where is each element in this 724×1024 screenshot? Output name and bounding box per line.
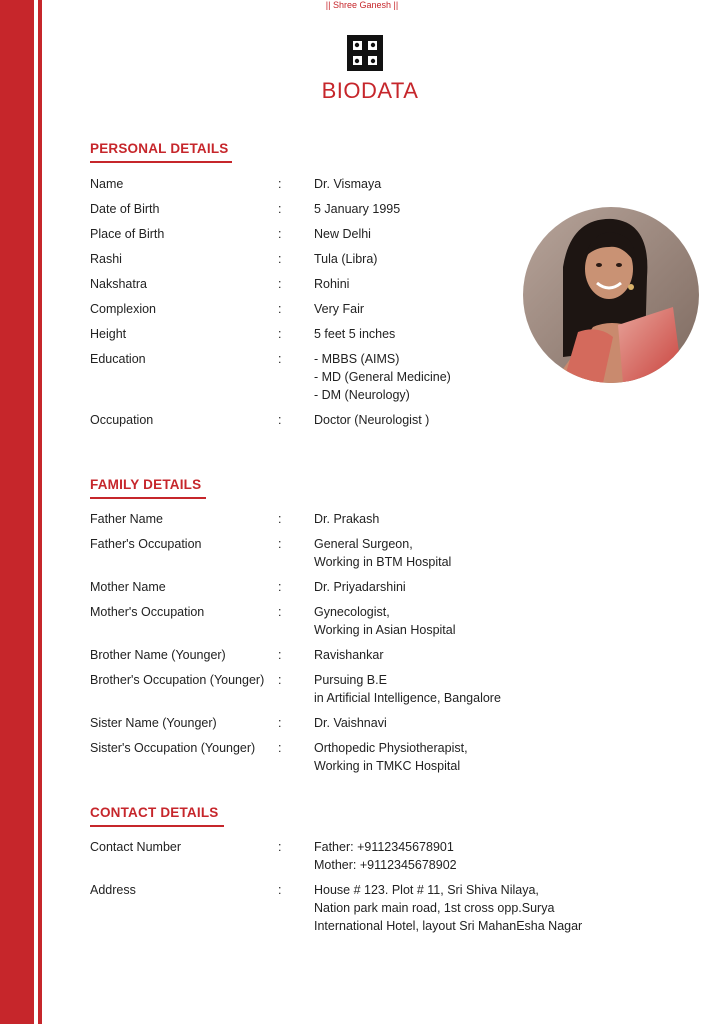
section-heading: CONTACT DETAILS — [90, 805, 219, 820]
detail-value: Dr. Vismaya — [314, 177, 382, 191]
section-underline — [90, 825, 224, 827]
detail-value: Mother: +9112345678902 — [314, 858, 457, 872]
left-decorative-bar — [0, 0, 34, 1024]
section-underline — [90, 497, 206, 499]
detail-value: Doctor (Neurologist ) — [314, 413, 430, 427]
section-heading: FAMILY DETAILS — [90, 477, 202, 492]
detail-value: Rohini — [314, 277, 350, 291]
detail-label: Nakshatra — [90, 277, 147, 291]
section-underline — [90, 161, 232, 163]
separator-colon: : — [278, 413, 282, 427]
separator-colon: : — [278, 352, 282, 366]
detail-value: Father: +9112345678901 — [314, 840, 454, 854]
detail-value: Ravishankar — [314, 648, 384, 662]
detail-value: 5 January 1995 — [314, 202, 401, 216]
separator-colon: : — [278, 840, 282, 854]
detail-label: Date of Birth — [90, 202, 160, 216]
detail-value: New Delhi — [314, 227, 371, 241]
separator-colon: : — [278, 883, 282, 897]
detail-value: Tula (Libra) — [314, 252, 378, 266]
detail-value: Dr. Vaishnavi — [314, 716, 387, 730]
separator-colon: : — [278, 648, 282, 662]
detail-label: Height — [90, 327, 127, 341]
detail-label: Address — [90, 883, 136, 897]
separator-colon: : — [278, 673, 282, 687]
detail-value: Dr. Priyadarshini — [314, 580, 406, 594]
detail-label: Mother Name — [90, 580, 166, 594]
detail-label: Education — [90, 352, 146, 366]
detail-value: Nation park main road, 1st cross opp.Surya — [314, 901, 555, 915]
detail-label: Contact Number — [90, 840, 182, 854]
detail-label: Occupation — [90, 413, 154, 427]
detail-value: - MBBS (AIMS) — [314, 352, 400, 366]
separator-colon: : — [278, 716, 282, 730]
separator-colon: : — [278, 277, 282, 291]
document-title: BIODATA — [321, 78, 419, 103]
separator-colon: : — [278, 537, 282, 551]
detail-label: Complexion — [90, 302, 157, 316]
detail-value: Pursuing B.E — [314, 673, 387, 687]
separator-colon: : — [278, 227, 282, 241]
detail-value: Working in Asian Hospital — [314, 623, 456, 637]
detail-label: Father Name — [90, 512, 163, 526]
detail-label: Brother Name (Younger) — [90, 648, 226, 662]
detail-value: Working in BTM Hospital — [314, 555, 452, 569]
swastika-icon — [345, 33, 385, 73]
detail-value: - MD (General Medicine) — [314, 370, 451, 384]
separator-colon: : — [278, 580, 282, 594]
detail-value: House # 123. Plot # 11, Sri Shiva Nilaya, — [314, 883, 539, 897]
detail-label: Name — [90, 177, 124, 191]
detail-value: 5 feet 5 inches — [314, 327, 396, 341]
detail-value: Gynecologist, — [314, 605, 390, 619]
separator-colon: : — [278, 302, 282, 316]
separator-colon: : — [278, 327, 282, 341]
detail-label: Sister Name (Younger) — [90, 716, 217, 730]
separator-colon: : — [278, 741, 282, 755]
personal-details-section — [90, 141, 228, 156]
section-heading: PERSONAL DETAILS — [90, 141, 229, 156]
detail-value: Very Fair — [314, 302, 365, 316]
detail-value: - DM (Neurology) — [314, 388, 410, 402]
detail-label: Brother's Occupation (Younger) — [90, 673, 265, 687]
detail-value: Orthopedic Physiotherapist, — [314, 741, 468, 755]
detail-label: Mother's Occupation — [90, 605, 205, 619]
detail-value: Working in TMKC Hospital — [314, 759, 461, 773]
detail-label: Rashi — [90, 252, 122, 266]
contact-details-section — [90, 805, 219, 820]
separator-colon: : — [278, 605, 282, 619]
detail-label: Place of Birth — [90, 227, 165, 241]
separator-colon: : — [278, 177, 282, 191]
separator-colon: : — [278, 252, 282, 266]
detail-label: Sister's Occupation (Younger) — [90, 741, 256, 755]
detail-value: General Surgeon, — [314, 537, 413, 551]
detail-value: in Artificial Intelligence, Bangalore — [314, 691, 501, 705]
profile-photo — [523, 207, 699, 383]
detail-value: Dr. Prakash — [314, 512, 380, 526]
family-details-section — [90, 477, 201, 492]
separator-colon: : — [278, 512, 282, 526]
separator-colon: : — [278, 202, 282, 216]
detail-label: Father's Occupation — [90, 537, 202, 551]
left-decorative-line — [38, 0, 42, 1024]
detail-value: International Hotel, layout Sri MahanEsha Nagar — [314, 919, 583, 933]
invocation-text: || Shree Ganesh || — [325, 0, 399, 10]
